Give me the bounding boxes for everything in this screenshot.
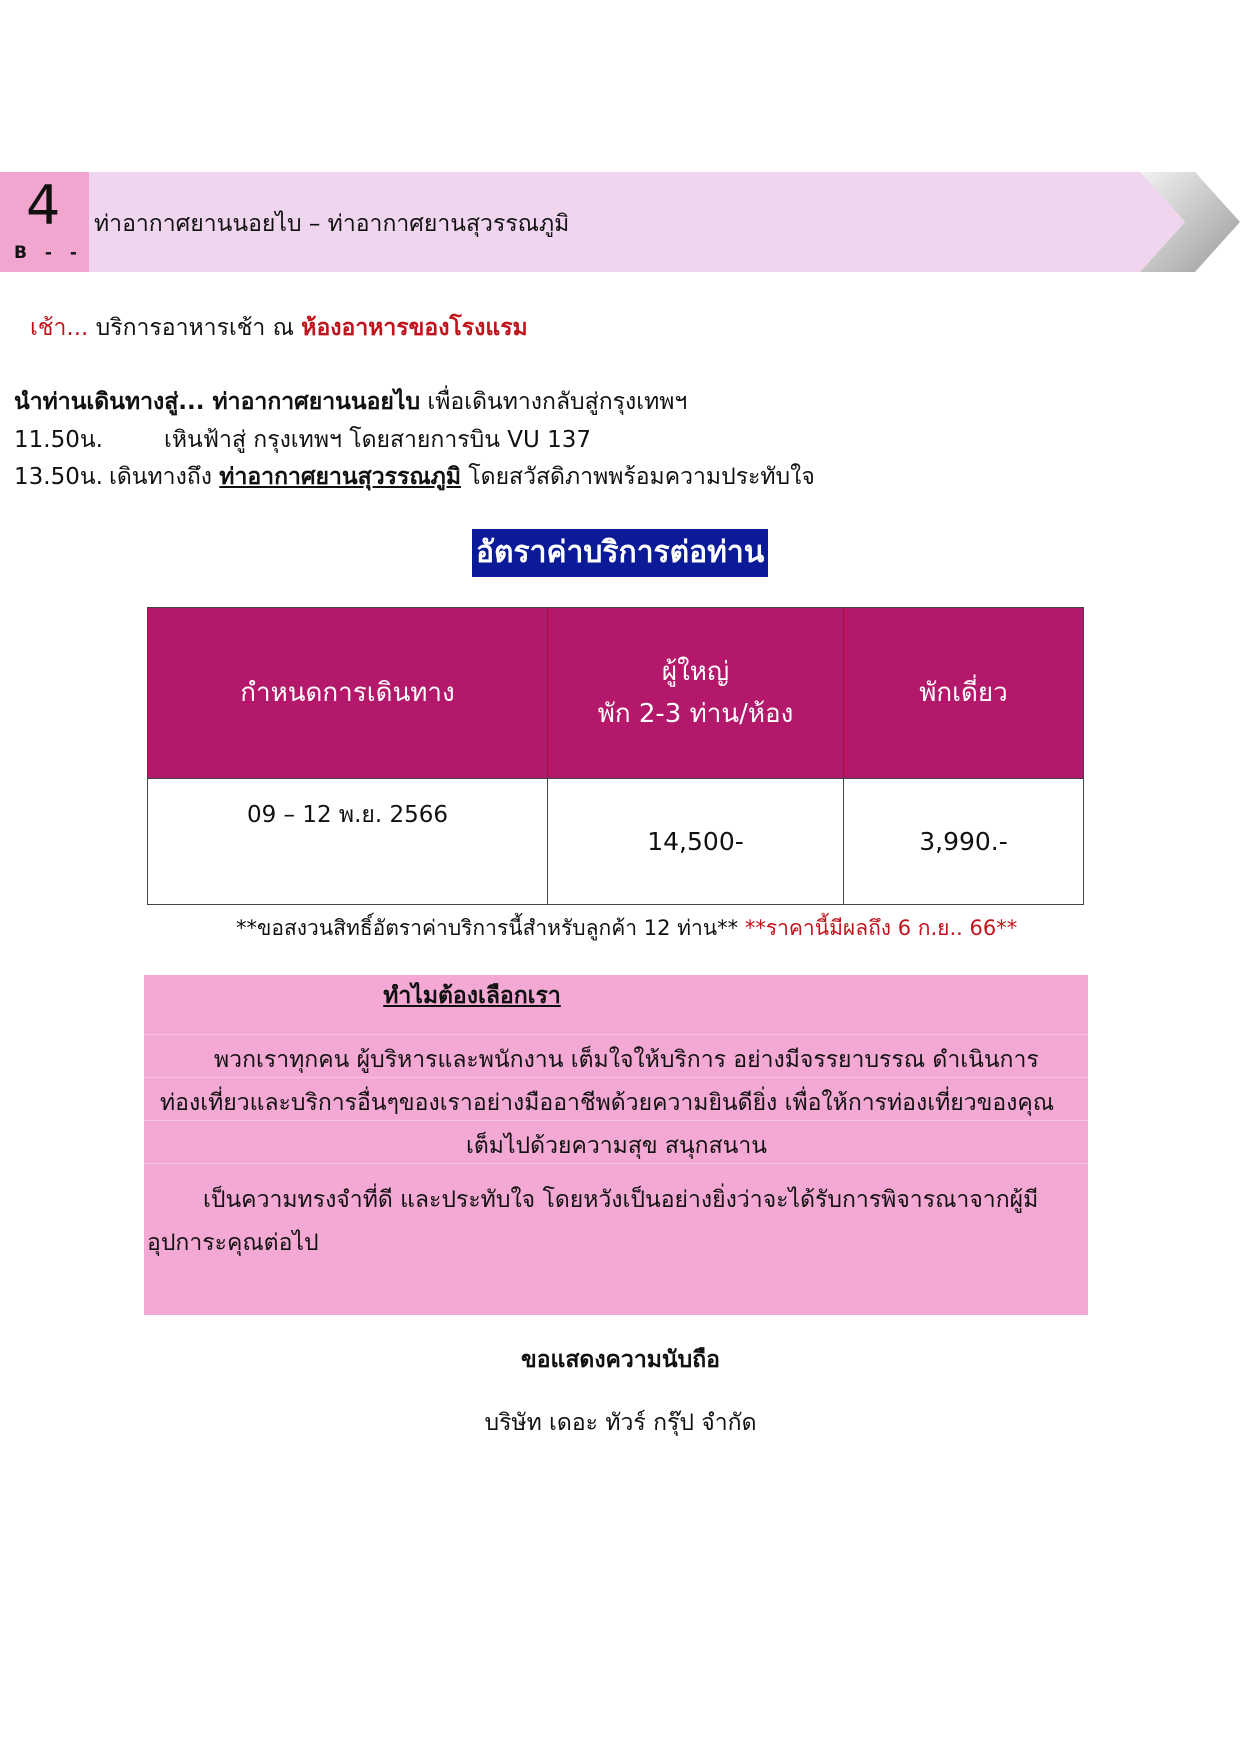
breakfast-place: ห้องอาหารของโรงแรม	[301, 315, 528, 341]
itinerary-prefix: นำท่านเดินทางสู่...	[14, 389, 205, 415]
breakfast-text: บริการอาหารเช้า ณ	[88, 315, 302, 341]
why-us-line: เป็นความทรงจำที่ดี และประทับใจ โดยหวังเป็นอย่างยิ่งว่าจะได้รับการพิจารณาจากผู้มี	[203, 1187, 1039, 1213]
header-travel-date: กำหนดการเดินทาง	[148, 608, 548, 779]
day-number: 4	[26, 174, 61, 237]
header-adult-label: ผู้ใหญ่	[661, 657, 730, 687]
itinerary-text: เดินทางถึง	[109, 464, 220, 490]
header-adult-sub: พัก 2-3 ท่าน/ห้อง	[597, 699, 794, 729]
note-text: **ขอสงวนสิทธิ์อัตราค่าบริการนี้สำหรับลูกค้า 12 ท่าน**	[236, 916, 745, 940]
why-us-title: ทำไมต้องเลือกเรา	[383, 983, 561, 1009]
cell-date: 09 – 12 พ.ย. 2566	[148, 779, 548, 905]
breakfast-label: เช้า...	[30, 315, 89, 341]
cell-single-price: 3,990.-	[844, 779, 1084, 905]
closing-regards: ขอแสดงความนับถือ	[520, 1347, 720, 1373]
price-table	[147, 607, 1084, 905]
itinerary-text: เหินฟ้าสู่ กรุงเทพฯ โดยสายการบิน VU 137	[164, 427, 592, 453]
itinerary-line	[14, 459, 815, 495]
day-meal-code: B - -	[14, 243, 83, 263]
itinerary-time: 13.50น.	[14, 464, 103, 490]
rate-title: อัตราค่าบริการต่อท่าน	[472, 529, 768, 577]
table-header-row	[148, 608, 1084, 779]
why-us-line: เต็มไปด้วยความสุข สนุกสนาน	[466, 1133, 767, 1159]
itinerary-line	[14, 384, 687, 420]
why-us-line: อุปการะคุณต่อไป	[147, 1230, 319, 1256]
header-adult	[548, 608, 844, 779]
itinerary-place: ท่าอากาศยานสุวรรณภูมิ	[219, 464, 461, 490]
why-us-line: ท่องเที่ยวและบริการอื่นๆของเราอย่างมืออาชีพด้วยความยินดียิ่ง เพื่อให้การท่องเที่ยวของคุณ	[160, 1090, 1055, 1116]
itinerary-text: เพื่อเดินทางกลับสู่กรุงเทพฯ	[420, 389, 688, 415]
price-note	[236, 912, 1017, 945]
header-single: พักเดี่ยว	[844, 608, 1084, 779]
chevron-right-icon	[1140, 172, 1240, 272]
itinerary-time: 11.50น.	[14, 427, 103, 453]
itinerary-line	[14, 422, 591, 458]
note-validity: **ราคานี้มีผลถึง 6 ก.ย.. 66**	[744, 916, 1018, 940]
why-us-line: พวกเราทุกคน ผู้บริหารและพนักงาน เต็มใจให้บริการ อย่างมีจรรยาบรรณ ดำเนินการ	[214, 1047, 1039, 1073]
breakfast-line	[30, 310, 528, 346]
itinerary-place: ท่าอากาศยานนอยไบ	[204, 389, 421, 415]
itinerary-text: โดยสวัสดิภาพพร้อมความประทับใจ	[460, 464, 815, 490]
route-title: ท่าอากาศยานนอยไบ – ท่าอากาศยานสุวรรณภูมิ	[94, 211, 570, 237]
table-row	[148, 779, 1084, 905]
cell-adult-price: 14,500-	[548, 779, 844, 905]
company-name: บริษัท เดอะ ทัวร์ กรุ๊ป จำกัด	[484, 1410, 757, 1436]
